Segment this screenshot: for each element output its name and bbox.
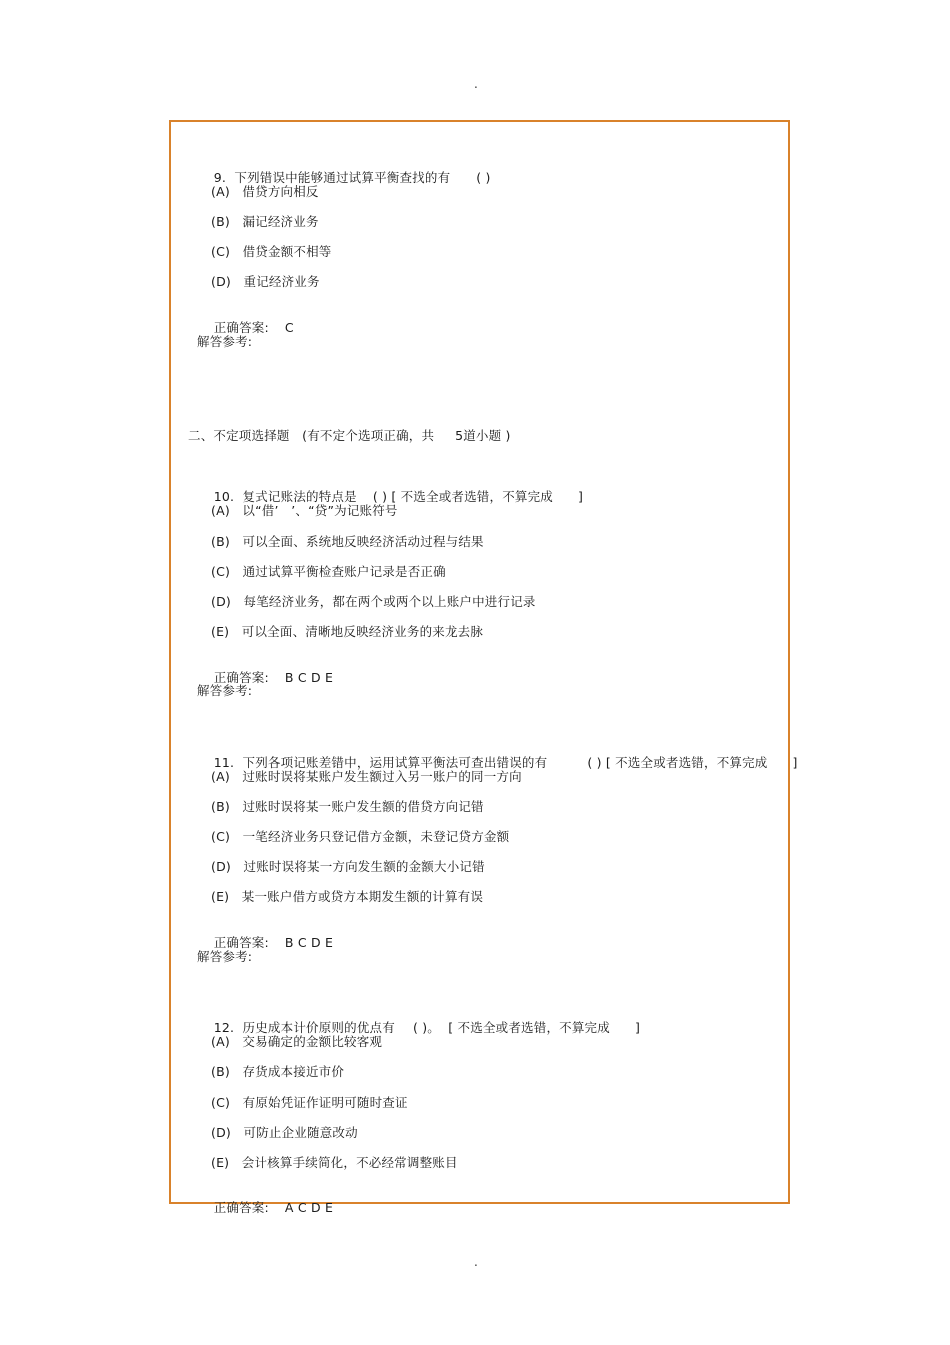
q11-option-d: (D) 过账时误将某一方向发生额的金额大小记错 <box>211 859 485 874</box>
q11-stem-text: 11. 下列各项记账差错中，运用试算平衡法可查出错误的有 <box>213 755 548 770</box>
q10-answer-value: B C D E <box>284 670 334 685</box>
q10-stem-text: 10. 复式记账法的特点是 <box>213 489 357 504</box>
q9-reference-label: 解答参考: <box>197 334 253 349</box>
q9-option-d: (D) 重记经济业务 <box>211 274 320 289</box>
q10-option-a: (A) 以“借’ ’、“贷”为记账符号 <box>211 503 398 518</box>
q11-option-b: (B) 过账时误将某一账户发生额的借贷方向记错 <box>211 799 484 814</box>
q9-blank: ( ) <box>476 170 491 185</box>
q11-answer-value: B C D E <box>284 935 334 950</box>
q9-option-b: (B) 漏记经济业务 <box>211 214 319 229</box>
q11-reference-label: 解答参考: <box>197 949 253 964</box>
q12-answer-value: A C D E <box>284 1200 334 1215</box>
q11-option-a: (A) 过账时误将某账户发生额过入另一账户的同一方向 <box>211 769 522 784</box>
q9-option-c: (C) 借贷金额不相等 <box>211 244 332 259</box>
q12-answer <box>197 1184 333 1232</box>
q12-option-b: (B) 存货成本接近市价 <box>211 1064 345 1079</box>
q12-answer-label: 正确答案: <box>213 1200 269 1215</box>
q12-option-c: (C) 有原始凭证作证明可随时查证 <box>211 1095 408 1110</box>
q10-option-e: (E) 可以全面、清晰地反映经济业务的来龙去脉 <box>211 624 484 639</box>
q11-answer-label: 正确答案: <box>213 935 269 950</box>
q10-option-c: (C) 通过试算平衡检查账户记录是否正确 <box>211 564 446 579</box>
q12-option-e: (E) 会计核算手续简化，不必经常调整账目 <box>211 1155 458 1170</box>
q12-option-a: (A) 交易确定的金额比较客观 <box>211 1034 383 1049</box>
q12-option-d: (D) 可防止企业随意改动 <box>211 1125 358 1140</box>
q11-tail: ( ) [ 不选全或者选错，不算完成 ] <box>587 755 798 770</box>
section-heading: 二、不定项选择题 (有不定个选项正确，共 5道小题 ) <box>188 428 511 443</box>
q10-answer-label: 正确答案: <box>213 670 269 685</box>
q11-option-e: (E) 某一账户借方或贷方本期发生额的计算有误 <box>211 889 484 904</box>
q10-tail: ( ) [ 不选全或者选错，不算完成 ] <box>372 489 584 504</box>
q10-option-d: (D) 每笔经济业务，都在两个或两个以上账户中进行记录 <box>211 594 536 609</box>
q9-answer-label: 正确答案: <box>213 320 269 335</box>
question-frame <box>169 120 798 1215</box>
q10-option-b: (B) 可以全面、系统地反映经济活动过程与结果 <box>211 534 484 549</box>
q9-stem-text: 9. 下列错误中能够通过试算平衡查找的有 <box>213 170 451 185</box>
page-bottom-mark: . <box>474 1255 478 1269</box>
q9-answer-value: C <box>284 320 294 335</box>
q10-reference-label: 解答参考: <box>197 683 253 698</box>
q9-option-a: (A) 借贷方向相反 <box>211 184 319 199</box>
q12-tail: ( )。 [ 不选全或者选错，不算完成 ] <box>412 1020 641 1035</box>
page-top-mark: . <box>474 77 478 91</box>
q12-stem-text: 12. 历史成本计价原则的优点有 <box>213 1020 395 1035</box>
q11-option-c: (C) 一笔经济业务只登记借方金额，未登记贷方金额 <box>211 829 510 844</box>
